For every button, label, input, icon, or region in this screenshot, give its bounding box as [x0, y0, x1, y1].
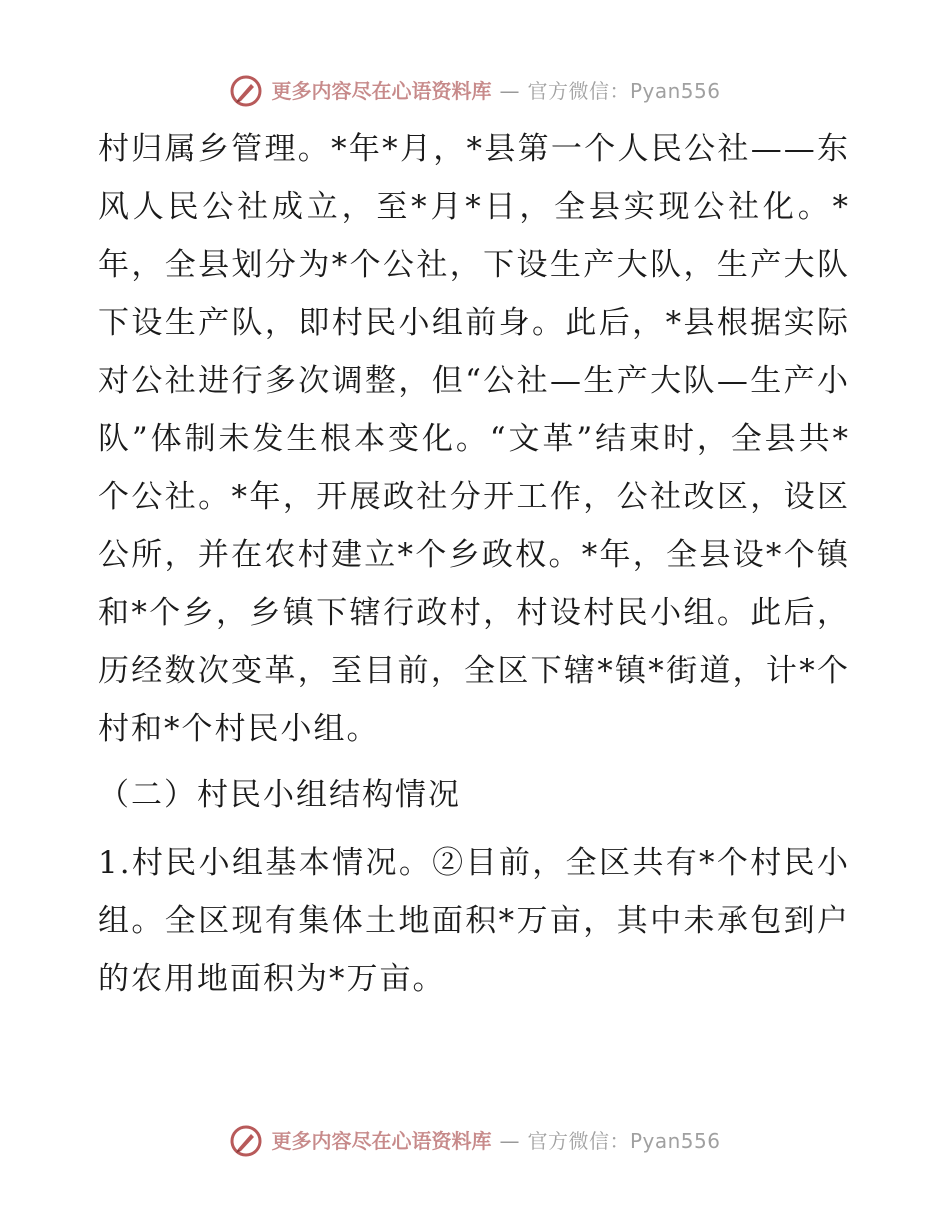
- watermark-contact: 官方微信：Pyan556: [527, 79, 721, 103]
- watermark-dash: —: [499, 1129, 520, 1153]
- watermark-contact: 官方微信：Pyan556: [527, 1129, 721, 1153]
- document-body: [98, 120, 850, 1008]
- section-heading: （二）村民小组结构情况: [98, 777, 461, 813]
- body-paragraph: 村归属乡管理。*年*月，*县第一个人民公社——东风人民公社成立，至*月*日，全县实现公社化。*年，全县划分为*个公社，下设生产大队，生产大队下设生产队，即村民小组前身。此后，*县根据实际对公社进行多次调整，但“公社—生产大队—生产小队”体制未发生根本变化。“文革”结束时，全县共*个公社。*年，开展政社分开工作，公社改区，设区公所，并在农村建立*个乡政权。*年，全县设*个镇和*个乡，乡镇下辖行政村，村设村民小组。此后，历经数次变革，至目前，全区下辖*镇*街道，计*个村和*个村民小组。: [98, 131, 850, 747]
- pen-in-circle-icon: [229, 1124, 263, 1158]
- watermark-text: 更多内容尽在心语资料库: [271, 1129, 492, 1153]
- header-watermark: [0, 74, 950, 108]
- watermark-text: 更多内容尽在心语资料库: [271, 79, 492, 103]
- watermark-dash: —: [499, 79, 520, 103]
- pen-in-circle-icon: [229, 74, 263, 108]
- footer-watermark: [0, 1124, 950, 1158]
- body-paragraph: 1.村民小组基本情况。②目前，全区共有*个村民小组。全区现有集体土地面积*万亩，其中未承包到户的农用地面积为*万亩。: [98, 845, 850, 997]
